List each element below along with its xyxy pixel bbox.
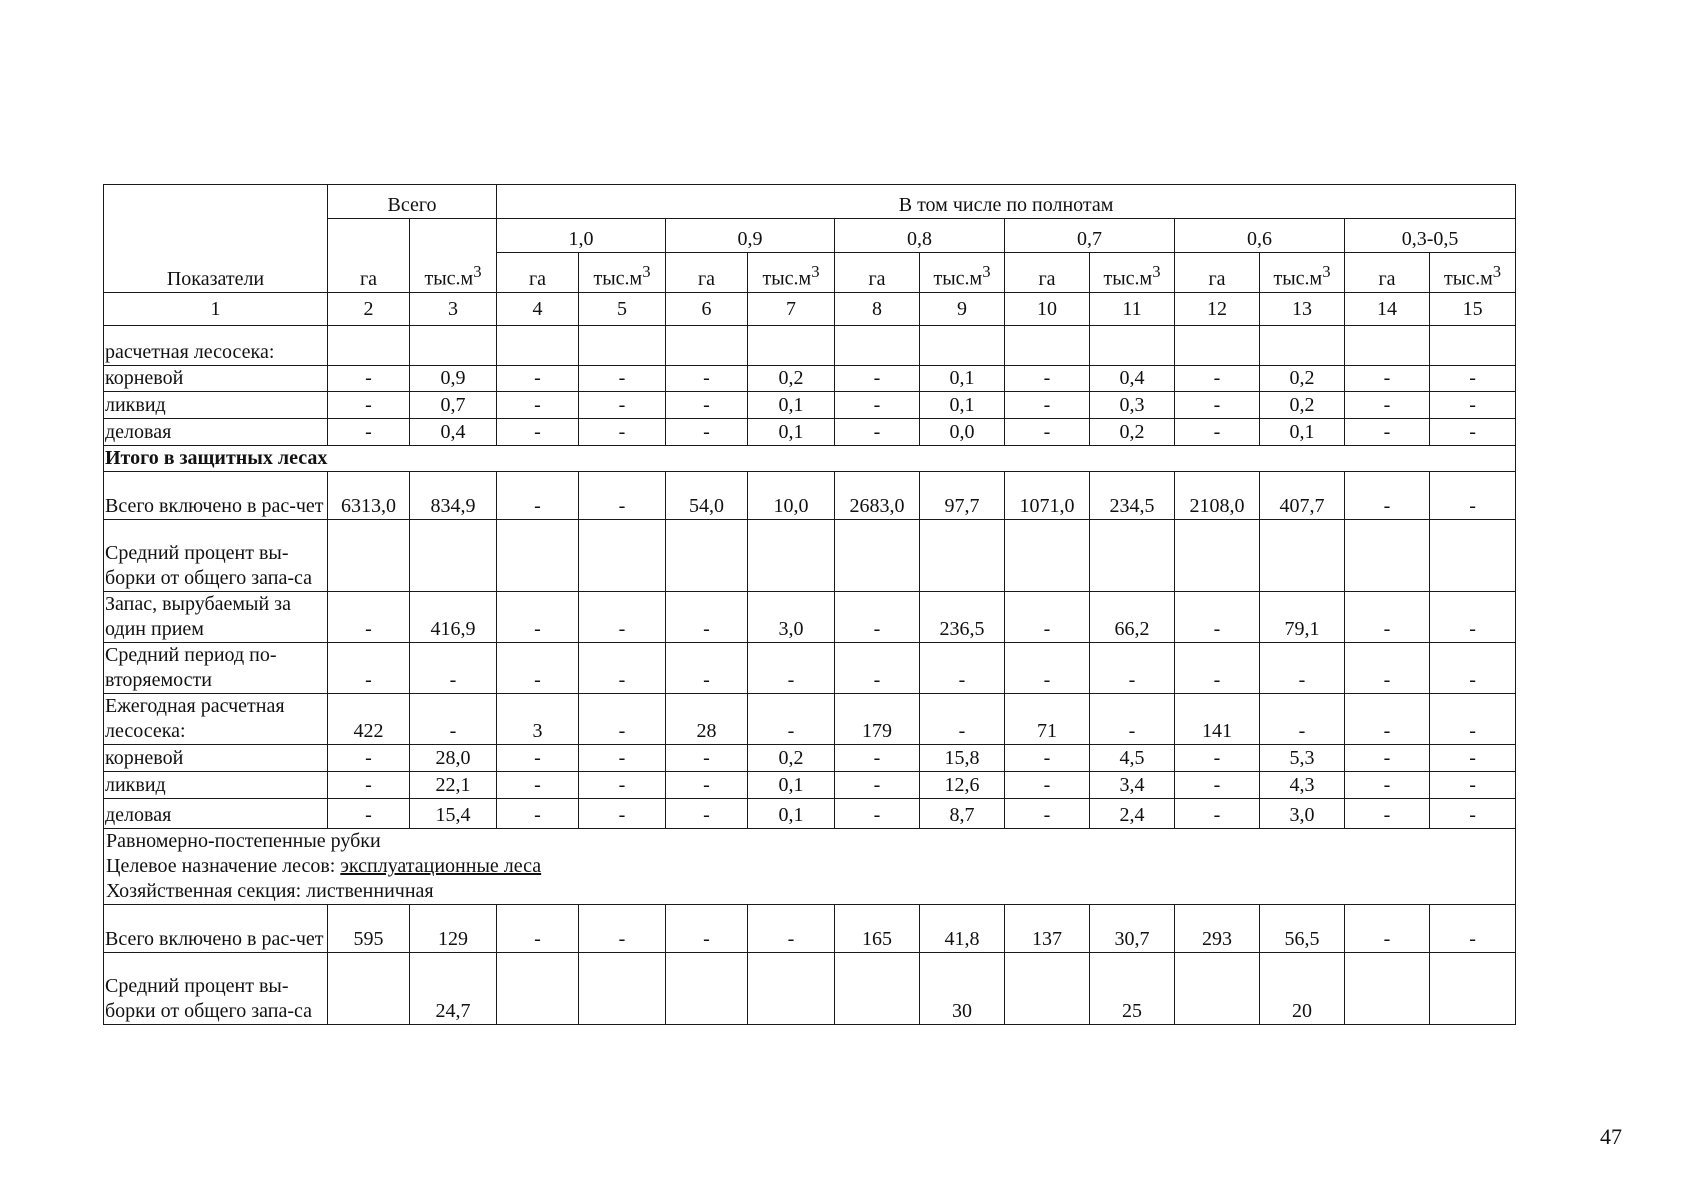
table-cell bbox=[328, 520, 410, 592]
table-cell: 12,6 bbox=[920, 772, 1005, 799]
table-cell: - bbox=[748, 694, 835, 745]
row-label: корневой bbox=[104, 745, 328, 772]
table-cell: - bbox=[835, 799, 920, 829]
column-number-cell: 10 bbox=[1005, 293, 1090, 326]
table-cell: - bbox=[1430, 592, 1516, 643]
table-cell bbox=[1175, 520, 1260, 592]
table-cell: 3,0 bbox=[748, 592, 835, 643]
table-cell: 1071,0 bbox=[1005, 472, 1090, 520]
table-cell: - bbox=[835, 745, 920, 772]
table-cell: 8,7 bbox=[920, 799, 1005, 829]
table-cell: - bbox=[1345, 592, 1430, 643]
table-cell: - bbox=[497, 392, 579, 419]
table-cell bbox=[1005, 520, 1090, 592]
table-cell: - bbox=[920, 643, 1005, 694]
table-cell: - bbox=[1005, 643, 1090, 694]
table-cell: - bbox=[579, 392, 666, 419]
table-cell: - bbox=[748, 905, 835, 953]
table-cell: - bbox=[1175, 772, 1260, 799]
table-cell: - bbox=[1430, 694, 1516, 745]
unit-ha-header: га bbox=[1005, 253, 1090, 293]
density-header: 0,8 bbox=[835, 219, 1005, 253]
table-cell bbox=[1090, 520, 1175, 592]
table-cell: - bbox=[835, 366, 920, 392]
table-cell: - bbox=[1175, 799, 1260, 829]
table-cell: - bbox=[835, 643, 920, 694]
table-cell: 66,2 bbox=[1090, 592, 1175, 643]
table-cell: - bbox=[328, 772, 410, 799]
table-cell bbox=[1175, 326, 1260, 366]
table-cell: - bbox=[497, 799, 579, 829]
total-ha-header: га bbox=[328, 219, 410, 293]
row-label: корневой bbox=[104, 366, 328, 392]
row-label: Всего включено в рас-чет bbox=[104, 905, 328, 953]
table-row bbox=[104, 772, 1516, 799]
table-cell: - bbox=[1175, 392, 1260, 419]
table-cell: - bbox=[1175, 366, 1260, 392]
table-cell: 834,9 bbox=[410, 472, 497, 520]
table-cell: - bbox=[1260, 643, 1345, 694]
table-cell: 0,2 bbox=[1260, 366, 1345, 392]
table-cell: - bbox=[1430, 772, 1516, 799]
table-cell: 422 bbox=[328, 694, 410, 745]
table-row bbox=[104, 366, 1516, 392]
table-cell bbox=[1345, 326, 1430, 366]
table-row bbox=[104, 446, 1516, 472]
unit-ha-header: га bbox=[666, 253, 748, 293]
table-cell: - bbox=[328, 643, 410, 694]
table-row bbox=[104, 694, 1516, 745]
table-cell bbox=[666, 953, 748, 1025]
table-cell: 3,0 bbox=[1260, 799, 1345, 829]
table-cell: 28,0 bbox=[410, 745, 497, 772]
table-cell: - bbox=[579, 745, 666, 772]
table-cell bbox=[410, 520, 497, 592]
unit-ha-header: га bbox=[1175, 253, 1260, 293]
table-cell bbox=[1430, 953, 1516, 1025]
table-cell: - bbox=[1005, 392, 1090, 419]
table-cell: - bbox=[1345, 905, 1430, 953]
table-header bbox=[104, 185, 1516, 326]
table-cell: - bbox=[1005, 745, 1090, 772]
table-row bbox=[104, 592, 1516, 643]
column-number-cell: 3 bbox=[410, 293, 497, 326]
column-number-cell: 7 bbox=[748, 293, 835, 326]
density-header: 1,0 bbox=[497, 219, 666, 253]
table-row bbox=[104, 326, 1516, 366]
table-cell bbox=[497, 326, 579, 366]
table-cell: - bbox=[410, 643, 497, 694]
table-row bbox=[104, 799, 1516, 829]
table-cell: 2683,0 bbox=[835, 472, 920, 520]
table-cell bbox=[328, 326, 410, 366]
table-cell: 6313,0 bbox=[328, 472, 410, 520]
table-cell: 0,1 bbox=[748, 772, 835, 799]
table-cell bbox=[1175, 953, 1260, 1025]
table-cell bbox=[579, 520, 666, 592]
table-cell: - bbox=[1345, 366, 1430, 392]
table-cell: 2108,0 bbox=[1175, 472, 1260, 520]
table-cell: 0,1 bbox=[748, 799, 835, 829]
table-cell: - bbox=[1430, 419, 1516, 446]
table-cell: - bbox=[666, 799, 748, 829]
table-cell: 10,0 bbox=[748, 472, 835, 520]
table-cell: 4,3 bbox=[1260, 772, 1345, 799]
table-cell: - bbox=[497, 419, 579, 446]
table-cell: - bbox=[666, 419, 748, 446]
table-cell: 25 bbox=[1090, 953, 1175, 1025]
table-cell: - bbox=[666, 905, 748, 953]
column-number-cell: 15 bbox=[1430, 293, 1516, 326]
table-cell: 54,0 bbox=[666, 472, 748, 520]
table-cell: - bbox=[666, 592, 748, 643]
table-cell: - bbox=[1430, 392, 1516, 419]
table-cell: - bbox=[497, 472, 579, 520]
table-cell bbox=[497, 953, 579, 1025]
table-cell: 0,7 bbox=[410, 392, 497, 419]
table-cell: 4,5 bbox=[1090, 745, 1175, 772]
table-cell: - bbox=[579, 592, 666, 643]
table-cell: - bbox=[666, 392, 748, 419]
column-number-cell: 13 bbox=[1260, 293, 1345, 326]
density-header: 0,6 bbox=[1175, 219, 1345, 253]
row-label: расчетная лесосека: bbox=[104, 326, 328, 366]
table-cell: - bbox=[1175, 643, 1260, 694]
column-number-cell: 9 bbox=[920, 293, 1005, 326]
table-cell bbox=[748, 326, 835, 366]
table-cell: 407,7 bbox=[1260, 472, 1345, 520]
indicator-header: Показатели bbox=[104, 185, 328, 293]
table-cell: 129 bbox=[410, 905, 497, 953]
table-cell: - bbox=[1175, 745, 1260, 772]
table-cell bbox=[579, 953, 666, 1025]
column-number-cell: 8 bbox=[835, 293, 920, 326]
table-cell: - bbox=[579, 905, 666, 953]
table-cell: - bbox=[579, 694, 666, 745]
table-cell: - bbox=[1005, 419, 1090, 446]
table-cell bbox=[1345, 953, 1430, 1025]
table-cell: 0,1 bbox=[748, 392, 835, 419]
table-cell: - bbox=[579, 366, 666, 392]
table-cell: - bbox=[497, 745, 579, 772]
table-cell: 137 bbox=[1005, 905, 1090, 953]
unit-volume-header: $тыс.м^3$ bbox=[920, 253, 1005, 293]
table-cell: - bbox=[1430, 799, 1516, 829]
table-cell bbox=[920, 520, 1005, 592]
table-cell: - bbox=[497, 905, 579, 953]
table-cell bbox=[328, 953, 410, 1025]
table-cell: 0,4 bbox=[410, 419, 497, 446]
density-header: 0,3-0,5 bbox=[1345, 219, 1516, 253]
table-cell: 22,1 bbox=[410, 772, 497, 799]
table-cell bbox=[1345, 520, 1430, 592]
row-label: Запас, вырубаемый за один прием bbox=[104, 592, 328, 643]
harvest-table bbox=[103, 184, 1516, 1025]
table-cell: 71 bbox=[1005, 694, 1090, 745]
table-cell: 97,7 bbox=[920, 472, 1005, 520]
column-number-cell: 6 bbox=[666, 293, 748, 326]
table-row bbox=[104, 392, 1516, 419]
table-cell: - bbox=[579, 772, 666, 799]
column-number-cell: 4 bbox=[497, 293, 579, 326]
table-cell: 0,2 bbox=[1260, 392, 1345, 419]
table-cell: 3 bbox=[497, 694, 579, 745]
table-cell: 293 bbox=[1175, 905, 1260, 953]
table-cell: - bbox=[666, 745, 748, 772]
by-density-header: В том числе по полнотам bbox=[497, 185, 1516, 219]
table-cell: - bbox=[328, 366, 410, 392]
column-number-cell: 2 bbox=[328, 293, 410, 326]
table-cell: - bbox=[579, 799, 666, 829]
page-number: 47 bbox=[1600, 1124, 1622, 1149]
total-header: Всего bbox=[328, 185, 497, 219]
table-cell bbox=[835, 326, 920, 366]
table-cell: 0,2 bbox=[1090, 419, 1175, 446]
table-cell: - bbox=[835, 592, 920, 643]
table-cell: 234,5 bbox=[1090, 472, 1175, 520]
table-cell bbox=[1430, 326, 1516, 366]
table-cell: - bbox=[579, 472, 666, 520]
unit-ha-header: га bbox=[835, 253, 920, 293]
table-cell: - bbox=[410, 694, 497, 745]
table-cell: 79,1 bbox=[1260, 592, 1345, 643]
row-label: Всего включено в рас-чет bbox=[104, 472, 328, 520]
table-cell: - bbox=[1090, 694, 1175, 745]
unit-volume-header: $тыс.м^3$ bbox=[579, 253, 666, 293]
table-cell: 595 bbox=[328, 905, 410, 953]
table-cell: - bbox=[835, 392, 920, 419]
table-cell: - bbox=[328, 419, 410, 446]
column-number-cell: 11 bbox=[1090, 293, 1175, 326]
table-cell: 15,8 bbox=[920, 745, 1005, 772]
column-number-cell: 1 bbox=[104, 293, 328, 326]
row-label: Ежегодная расчетная лесосека: bbox=[104, 694, 328, 745]
table-cell bbox=[1430, 520, 1516, 592]
total-vol-header: $тыс.м^3$ bbox=[410, 219, 497, 293]
table-cell: - bbox=[835, 772, 920, 799]
table-cell bbox=[497, 520, 579, 592]
table-cell: - bbox=[497, 366, 579, 392]
table-cell: 0,1 bbox=[920, 392, 1005, 419]
table-cell: - bbox=[1430, 366, 1516, 392]
table-cell: - bbox=[1430, 643, 1516, 694]
table-cell: 5,3 bbox=[1260, 745, 1345, 772]
table-cell bbox=[835, 953, 920, 1025]
unit-ha-header: га bbox=[1345, 253, 1430, 293]
table-cell: - bbox=[579, 643, 666, 694]
unit-ha-header: га bbox=[497, 253, 579, 293]
table-cell: - bbox=[1345, 799, 1430, 829]
table-cell: 141 bbox=[1175, 694, 1260, 745]
table-row bbox=[104, 419, 1516, 446]
unit-volume-header: $тыс.м^3$ bbox=[748, 253, 835, 293]
density-header: 0,9 bbox=[666, 219, 835, 253]
row-label: Средний период по-вторяемости bbox=[104, 643, 328, 694]
section-heading-line: Целевое назначение лесов: эксплуатационные леса bbox=[106, 855, 542, 877]
table-cell: - bbox=[1260, 694, 1345, 745]
table-cell: - bbox=[1005, 366, 1090, 392]
table-cell bbox=[1260, 326, 1345, 366]
table-cell: 3,4 bbox=[1090, 772, 1175, 799]
table-cell: - bbox=[1345, 694, 1430, 745]
table-row bbox=[104, 953, 1516, 1025]
table-cell bbox=[920, 326, 1005, 366]
table-cell: 30 bbox=[920, 953, 1005, 1025]
table-cell bbox=[1005, 326, 1090, 366]
table-cell: 0,0 bbox=[920, 419, 1005, 446]
row-label: Средний процент вы-борки от общего запа-са bbox=[104, 520, 328, 592]
table-cell: - bbox=[1005, 799, 1090, 829]
table-cell: - bbox=[328, 745, 410, 772]
table-cell: 0,1 bbox=[748, 419, 835, 446]
table-cell: - bbox=[579, 419, 666, 446]
table-cell: - bbox=[328, 799, 410, 829]
table-cell: 41,8 bbox=[920, 905, 1005, 953]
table-cell: 2,4 bbox=[1090, 799, 1175, 829]
column-number-cell: 14 bbox=[1345, 293, 1430, 326]
table-cell: 0,3 bbox=[1090, 392, 1175, 419]
table-cell: - bbox=[835, 419, 920, 446]
section-title: Итого в защитных лесах bbox=[104, 446, 1516, 472]
table-row bbox=[104, 520, 1516, 592]
section-heading bbox=[104, 829, 1516, 905]
density-header: 0,7 bbox=[1005, 219, 1175, 253]
table-cell: 24,7 bbox=[410, 953, 497, 1025]
table-cell bbox=[835, 520, 920, 592]
table-cell: 15,4 bbox=[410, 799, 497, 829]
column-number-cell: 12 bbox=[1175, 293, 1260, 326]
table-cell bbox=[1090, 326, 1175, 366]
table-cell: 56,5 bbox=[1260, 905, 1345, 953]
table-cell: - bbox=[1345, 643, 1430, 694]
table-cell: - bbox=[1345, 472, 1430, 520]
table-cell: - bbox=[1345, 745, 1430, 772]
table-cell: 0,1 bbox=[920, 366, 1005, 392]
row-label: Средний процент вы-борки от общего запа-са bbox=[104, 953, 328, 1025]
table-cell: 165 bbox=[835, 905, 920, 953]
section-heading-line: Равномерно-постепенные рубки bbox=[106, 830, 381, 852]
table-cell: 20 bbox=[1260, 953, 1345, 1025]
table-cell bbox=[579, 326, 666, 366]
table-row bbox=[104, 829, 1516, 905]
table-row bbox=[104, 472, 1516, 520]
table-cell: - bbox=[497, 772, 579, 799]
table-cell: - bbox=[1175, 592, 1260, 643]
table-cell: 0,4 bbox=[1090, 366, 1175, 392]
table-row bbox=[104, 905, 1516, 953]
table-cell bbox=[666, 520, 748, 592]
section-heading-line: Хозяйственная секция: лиственничная bbox=[106, 880, 434, 902]
table-cell: 236,5 bbox=[920, 592, 1005, 643]
table-cell: - bbox=[1430, 472, 1516, 520]
column-number-cell: 5 bbox=[579, 293, 666, 326]
table-cell: - bbox=[1005, 772, 1090, 799]
table-cell: - bbox=[1345, 772, 1430, 799]
table-cell: - bbox=[666, 643, 748, 694]
table-cell: - bbox=[1005, 592, 1090, 643]
unit-volume-header: $тыс.м^3$ bbox=[1090, 253, 1175, 293]
table-cell: - bbox=[748, 643, 835, 694]
table-cell: - bbox=[328, 592, 410, 643]
row-label: деловая bbox=[104, 799, 328, 829]
table-cell: 28 bbox=[666, 694, 748, 745]
table-body bbox=[104, 326, 1516, 1025]
table-cell: 0,2 bbox=[748, 366, 835, 392]
column-number-row bbox=[104, 293, 1516, 326]
table-cell: 0,2 bbox=[748, 745, 835, 772]
table-cell bbox=[1260, 520, 1345, 592]
table-cell: - bbox=[1345, 419, 1430, 446]
table-cell: - bbox=[1175, 419, 1260, 446]
table-cell: - bbox=[497, 592, 579, 643]
table-cell bbox=[666, 326, 748, 366]
table-cell: 0,1 bbox=[1260, 419, 1345, 446]
table-row bbox=[104, 643, 1516, 694]
table-cell: 30,7 bbox=[1090, 905, 1175, 953]
row-label: деловая bbox=[104, 419, 328, 446]
unit-volume-header: $тыс.м^3$ bbox=[1430, 253, 1516, 293]
table-cell bbox=[1005, 953, 1090, 1025]
table-cell bbox=[410, 326, 497, 366]
table-cell: - bbox=[1345, 392, 1430, 419]
table-cell: 0,9 bbox=[410, 366, 497, 392]
row-label: ликвид bbox=[104, 392, 328, 419]
table-cell: - bbox=[497, 643, 579, 694]
table-cell bbox=[748, 953, 835, 1025]
table-cell: - bbox=[1430, 905, 1516, 953]
row-label: ликвид bbox=[104, 772, 328, 799]
unit-volume-header: $тыс.м^3$ bbox=[1260, 253, 1345, 293]
table-cell: - bbox=[666, 366, 748, 392]
table-row bbox=[104, 745, 1516, 772]
table-cell: - bbox=[1090, 643, 1175, 694]
table-cell: - bbox=[328, 392, 410, 419]
table-cell: 416,9 bbox=[410, 592, 497, 643]
table-cell: - bbox=[666, 772, 748, 799]
table-cell bbox=[748, 520, 835, 592]
table-cell: - bbox=[1430, 745, 1516, 772]
table-cell: - bbox=[920, 694, 1005, 745]
table-cell: 179 bbox=[835, 694, 920, 745]
